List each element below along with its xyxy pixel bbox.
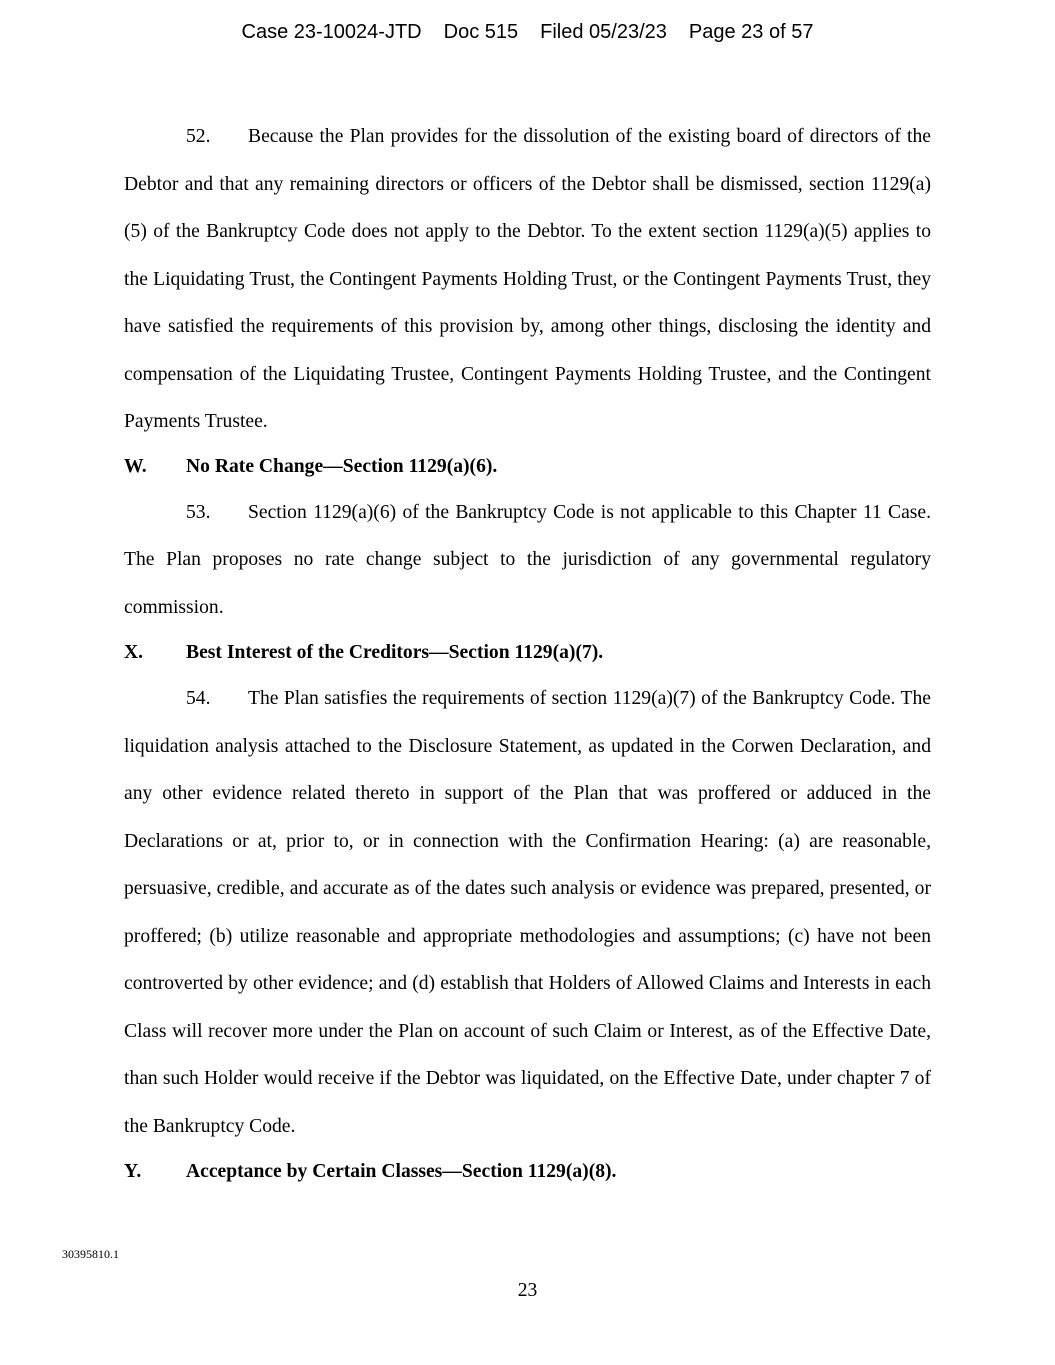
filed-date: Filed 05/23/23 xyxy=(540,21,667,43)
paragraph-number: 53. xyxy=(186,501,211,523)
filing-header xyxy=(0,18,1055,46)
section-heading-w xyxy=(124,445,931,489)
paragraph-number: 52. xyxy=(186,126,211,147)
paragraph-text: Section 1129(a)(6) of the Bankruptcy Code is not applicable to this Chapter 11 Case. The Plan proposes no rate change subject to the jurisdiction of any governmental regulatory commission. xyxy=(124,501,931,618)
paragraph-54 xyxy=(124,675,931,1150)
section-heading-y xyxy=(124,1150,931,1194)
section-letter: Y. xyxy=(124,1161,142,1182)
doc-number: Doc 515 xyxy=(443,21,519,43)
section-title: Best Interest of the Creditors—Section 1129(a)(7). xyxy=(186,642,604,663)
document-id: 30395810.1 xyxy=(62,1247,119,1261)
page-of-total: Page 23 of 57 xyxy=(688,21,814,43)
paragraph-text: Because the Plan provides for the dissolution of the existing board of directors of the Debtor and that any remaining directors or officers of the Debtor shall be dismissed, section 1129(a)(5) of the Bankruptcy Code does not apply to the Debtor. To the extent section 1129(a)(5) applies to the Liquidating Trust, the Contingent Payments Holding Trust, or the Contingent Payments Trust, they have satisfied the requirements of this provision by, among other things, disclosing the identity and compensation of the Liquidating Trustee, Contingent Payments Holding Trustee, and the Contingent Payments Trustee. xyxy=(124,126,931,432)
paragraph-53 xyxy=(124,489,931,632)
document-body xyxy=(124,113,931,1194)
section-title: No Rate Change—Section 1129(a)(6). xyxy=(186,455,498,477)
paragraph-text: The Plan satisfies the requirements of section 1129(a)(7) of the Bankruptcy Code. The liquidation analysis attached to the Disclosure Statement, as updated in the Corwen Declaration, and any other evidence related thereto in support of the Plan that was proffered or adduced in the Declarations or at, prior to, or in connection with the Confirmation Hearing: (a) are reasonable, persuasive, credible, and accurate as of the dates such analysis or evidence was prepared, presented, or proffered; (b) utilize reasonable and appropriate methodologies and assumptions; (c) have not been controverted by other evidence; and (d) establish that Holders of Allowed Claims and Interests in each Class will recover more under the Plan on account of such Claim or Interest, as of the Effective Date, than such Holder would receive if the Debtor was liquidated, on the Effective Date, under chapter 7 of the Bankruptcy Code. xyxy=(124,688,931,1137)
case-number: Case 23-10024-JTD xyxy=(241,21,422,43)
paragraph-number: 54. xyxy=(186,688,211,709)
page-number: 23 xyxy=(517,1280,538,1301)
section-heading-x xyxy=(124,631,931,675)
paragraph-52 xyxy=(124,113,931,446)
section-letter: X. xyxy=(124,642,144,663)
section-letter: W. xyxy=(124,455,147,477)
section-title: Acceptance by Certain Classes—Section 1129(a)(8). xyxy=(186,1161,617,1182)
